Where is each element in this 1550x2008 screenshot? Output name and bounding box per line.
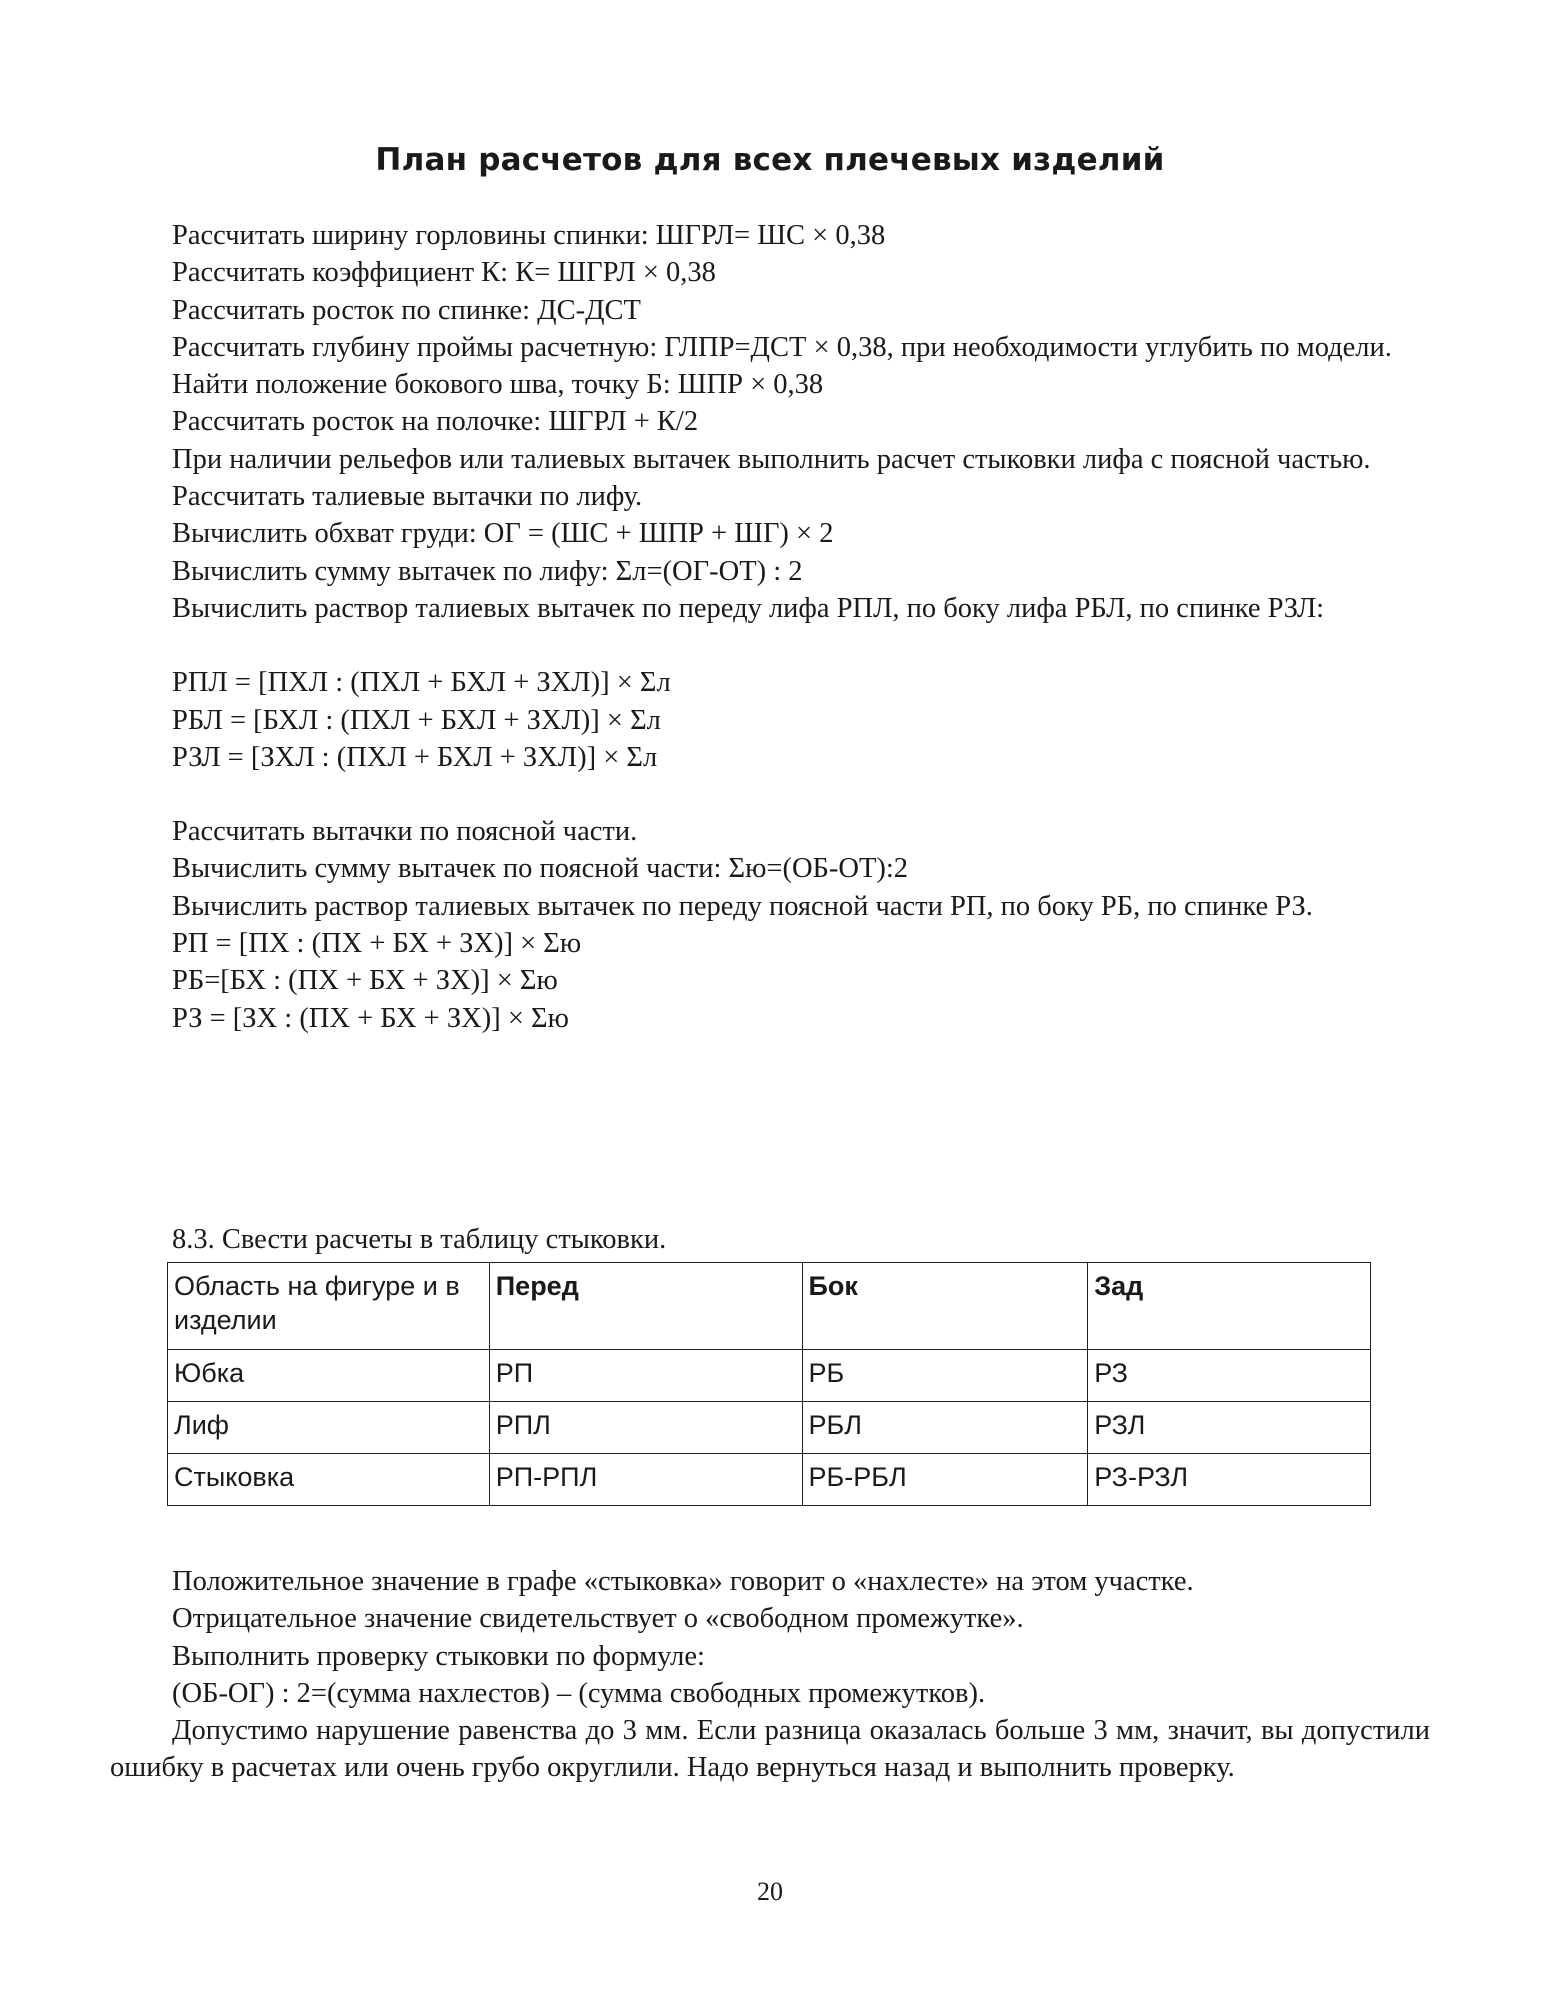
table-cell: Лиф bbox=[168, 1402, 490, 1454]
step-back-rise: Рассчитать росток по спинке: ДС-ДСТ bbox=[172, 294, 641, 326]
formula-rp: РП = [ПХ : (ПХ + БХ + ЗХ)] × Σю bbox=[172, 928, 582, 960]
step-waist-dart-widths: Вычислить раствор талиевых вытачек по переду поясной части РП, по боку РБ, по спинке РЗ. bbox=[172, 890, 1313, 922]
formula-rbl: РБЛ = [БХЛ : (ПХЛ + БХЛ + ЗХЛ)] × Σл bbox=[172, 704, 661, 736]
formula-rzl: РЗЛ = [ЗХЛ : (ПХЛ + БХЛ + ЗХЛ)] × Σл bbox=[172, 741, 658, 773]
step-side-seam: Найти положение бокового шва, точку Б: ШПР × 0,38 bbox=[172, 369, 824, 401]
table-cell: РБЛ bbox=[802, 1402, 1088, 1454]
table-cell: РБ-РБЛ bbox=[802, 1454, 1088, 1506]
table-cell: Юбка bbox=[168, 1350, 490, 1402]
step-waist-dart-sum: Вычислить сумму вытачек по поясной части: Σю=(ОБ-ОТ):2 bbox=[172, 853, 909, 885]
step-coefficient: Рассчитать коэффициент К: К= ШГРЛ × 0,38 bbox=[172, 257, 716, 289]
header-cell-back: Зад bbox=[1088, 1263, 1371, 1350]
step-bust-girth: Вычислить обхват груди: ОГ = (ШС + ШПР + ШГ) × 2 bbox=[172, 518, 834, 550]
matching-notes bbox=[110, 1563, 1430, 1787]
table-cell: РП bbox=[489, 1350, 802, 1402]
step-neck-width: Рассчитать ширину горловины спинки: ШГРЛ= ШС × 0,38 bbox=[172, 220, 886, 251]
step-bodice-dart-sum: Вычислить сумму вытачек по лифу: Σл=(ОГ-ОТ) : 2 bbox=[172, 555, 803, 587]
header-cell-front: Перед bbox=[489, 1263, 802, 1350]
table-header-row bbox=[168, 1263, 1371, 1350]
spacer bbox=[110, 627, 1430, 664]
step-reliefs: При наличии рельефов или талиевых вытачек выполнить расчет стыковки лифа с поясной частью. bbox=[172, 443, 1371, 475]
step-waist-darts: Рассчитать вытачки по поясной части. bbox=[172, 816, 638, 848]
note-check-formula: (ОБ-ОГ) : 2=(сумма нахлестов) – (сумма свободных промежутков). bbox=[172, 1677, 986, 1709]
table-cell: РЗ bbox=[1088, 1350, 1371, 1402]
table-cell: РП-РПЛ bbox=[489, 1454, 802, 1506]
note-tolerance: Допустимо нарушение равенства до 3 мм. Если разница оказалась больше 3 мм, значит, вы допустили ошибку в расчетах или очень грубо округлили. Надо вернуться назад и выполнить проверку. bbox=[110, 1715, 1430, 1784]
table-cell: РБ bbox=[802, 1350, 1088, 1402]
formula-rpl: РПЛ = [ПХЛ : (ПХЛ + БХЛ + ЗХЛ)] × Σл bbox=[172, 667, 671, 699]
step-armhole-depth: Рассчитать глубину проймы расчетную: ГЛПР=ДСТ × 0,38, при необходимости углубить по модели. bbox=[172, 331, 1392, 363]
step-bodice-darts: Рассчитать талиевые вытачки по лифу. bbox=[172, 481, 643, 513]
note-negative: Отрицательное значение свидетельствует о «свободном промежутке». bbox=[172, 1603, 1024, 1635]
matching-table bbox=[167, 1262, 1371, 1506]
formula-rb: РБ=[БХ : (ПХ + БХ + ЗХ)] × Σю bbox=[172, 965, 558, 997]
table-row bbox=[168, 1402, 1371, 1454]
header-cell-side: Бок bbox=[802, 1263, 1088, 1350]
page-number: 20 bbox=[757, 1877, 783, 1906]
note-check: Выполнить проверку стыковки по формуле: bbox=[172, 1640, 705, 1672]
table-cell: Стыковка bbox=[168, 1454, 490, 1506]
spacer bbox=[110, 776, 1430, 813]
page-title: План расчетов для всех плечевых изделий bbox=[375, 142, 1165, 178]
table-cell: РЗ-РЗЛ bbox=[1088, 1454, 1371, 1506]
table-cell: РЗЛ bbox=[1088, 1402, 1371, 1454]
table-row bbox=[168, 1350, 1371, 1402]
table-cell: РПЛ bbox=[489, 1402, 802, 1454]
calculation-plan bbox=[110, 217, 1430, 1037]
formula-rz: РЗ = [ЗХ : (ПХ + БХ + ЗХ)] × Σю bbox=[172, 1002, 569, 1034]
header-cell-area: Область на фигуре и в изделии bbox=[168, 1263, 490, 1350]
note-positive: Положительное значение в графе «стыковка» говорит о «нахлесте» на этом участке. bbox=[172, 1566, 1194, 1597]
table-caption: 8.3. Свести расчеты в таблицу стыковки. bbox=[172, 1224, 667, 1255]
table-row bbox=[168, 1454, 1371, 1506]
step-front-rise: Рассчитать росток на полочке: ШГРЛ + К/2 bbox=[172, 406, 699, 438]
step-bodice-dart-widths: Вычислить раствор талиевых вытачек по переду лифа РПЛ, по боку лифа РБЛ, по спинке РЗЛ: bbox=[172, 592, 1325, 624]
